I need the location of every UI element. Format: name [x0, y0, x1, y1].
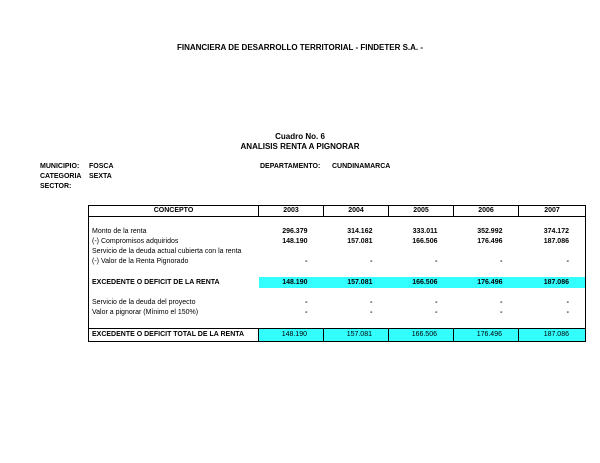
table-row: [89, 247, 586, 257]
table-row: [89, 298, 586, 308]
cuadro-number: Cuadro No. 6: [275, 132, 325, 141]
cell-value: 187.086: [519, 237, 586, 247]
row-label: Servicio de la deuda del proyecto: [89, 298, 259, 308]
row-label: (-) Compromisos adquiridos: [89, 237, 259, 247]
cell-value: -: [370, 299, 373, 306]
sector-label: SECTOR:: [40, 183, 72, 190]
report-subtitle: ANALISIS RENTA A PIGNORAR: [240, 142, 360, 151]
municipio-label: MUNICIPIO:: [40, 163, 80, 170]
cell-value: 148.190: [259, 277, 324, 288]
departamento-value: CUNDINAMARCA: [332, 163, 391, 170]
cell-value: 166.506: [412, 238, 438, 245]
company-title: FINANCIERA DE DESARROLLO TERRITORIAL - FINDETER S.A. -: [176, 43, 424, 52]
cell-value: 166.506: [389, 329, 454, 342]
table-row: [89, 237, 586, 247]
departamento-label: DEPARTAMENTO:: [260, 163, 321, 170]
cell-value: 166.506: [389, 277, 454, 288]
cell-value: 157.081: [347, 238, 373, 245]
table-row: [89, 227, 586, 237]
renta-table: [88, 205, 586, 342]
cell-value: 314.162: [347, 228, 373, 235]
excedente-total-row: [89, 329, 586, 342]
cell-value: -: [435, 258, 438, 265]
cell-value: 157.081: [324, 329, 389, 342]
categoria-label: CATEGORIA: [40, 173, 82, 180]
year-header: 2004: [324, 206, 389, 217]
row-label: Monto de la renta: [89, 227, 259, 237]
cell-value: 187.086: [519, 277, 586, 288]
table-header-row: [89, 206, 586, 217]
row-label: Servicio de la deuda actual cubierta con la renta: [89, 247, 259, 257]
categoria-value: SEXTA: [89, 173, 112, 180]
cell-value: 176.496: [454, 329, 519, 342]
table-row: [89, 308, 586, 318]
excedente-row: [89, 277, 586, 288]
cell-value: 148.190: [282, 238, 308, 245]
cell-value: -: [370, 309, 373, 316]
cell-value: 176.496: [477, 238, 503, 245]
cell-value: -: [500, 299, 503, 306]
row-label: Valor a pignorar (Mínimo el 150%): [89, 308, 259, 318]
cell-value: -: [500, 258, 503, 265]
cell-value: 296.379: [282, 228, 308, 235]
cell-value: -: [435, 309, 438, 316]
year-header: 2007: [519, 206, 586, 217]
row-label: EXCEDENTE O DEFICIT TOTAL DE LA RENTA: [89, 329, 259, 342]
cell-value: 374.172: [519, 227, 586, 237]
cell-value: -: [435, 299, 438, 306]
cell-value: 333.011: [412, 228, 438, 235]
cell-value: -: [519, 298, 586, 308]
table-row: [89, 257, 586, 267]
year-header: 2006: [454, 206, 519, 217]
row-label: EXCEDENTE O DEFICIT DE LA RENTA: [89, 277, 259, 288]
cell-value: 187.086: [519, 329, 586, 342]
cell-value: -: [500, 309, 503, 316]
cell-value: -: [370, 258, 373, 265]
year-header: 2003: [259, 206, 324, 217]
row-label: (-) Valor de la Renta Pignorado: [89, 257, 259, 267]
cell-value: -: [519, 308, 586, 318]
cell-value: -: [305, 258, 308, 265]
cell-value: 157.081: [324, 277, 389, 288]
municipio-value: FOSCA: [89, 163, 114, 170]
cell-value: -: [305, 309, 308, 316]
cell-value: 176.496: [454, 277, 519, 288]
cell-value: 148.190: [259, 329, 324, 342]
year-header: 2005: [389, 206, 454, 217]
cell-value: 352.992: [477, 228, 503, 235]
cell-value: -: [519, 257, 586, 267]
concepto-header: CONCEPTO: [89, 206, 259, 217]
cell-value: -: [305, 299, 308, 306]
